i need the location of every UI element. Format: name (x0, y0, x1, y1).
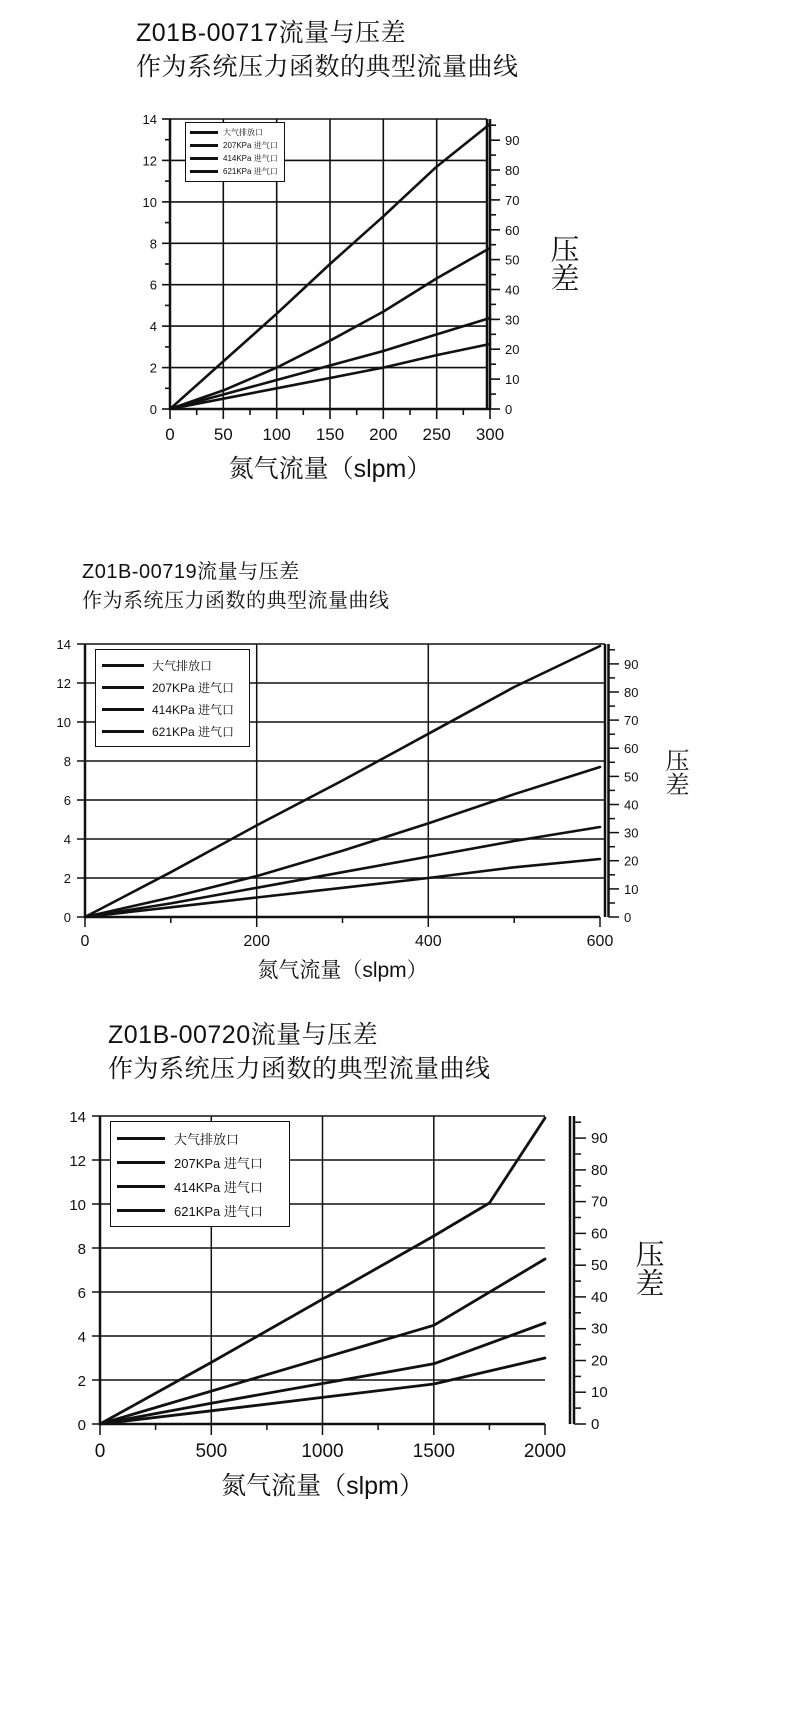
svg-text:14: 14 (69, 1109, 86, 1126)
svg-text:0: 0 (80, 933, 90, 950)
svg-text:0: 0 (591, 1416, 600, 1433)
svg-text:8: 8 (77, 1241, 86, 1258)
svg-text:10: 10 (591, 1384, 608, 1402)
chart-z01b-00717 (0, 16, 790, 483)
y-axis-label-right-text: 压差 (661, 748, 688, 796)
svg-text:0: 0 (149, 402, 157, 417)
legend-label: 大气排放口 (223, 128, 263, 137)
svg-text:0: 0 (165, 425, 175, 444)
svg-text:10: 10 (624, 881, 639, 897)
chart-z01b-00719 (0, 558, 790, 982)
svg-text:6: 6 (149, 277, 157, 293)
legend-swatch-line (190, 144, 218, 147)
svg-text:10: 10 (505, 372, 520, 388)
legend-item (117, 1174, 283, 1198)
svg-text:600: 600 (586, 933, 614, 950)
svg-text:8: 8 (63, 754, 71, 769)
legend-swatch-line (117, 1137, 165, 1140)
chart-title-3-line1: Z01B-00720流量与压差 (108, 1021, 379, 1049)
legend-3 (110, 1121, 290, 1227)
legend-label: 621KPa 进气口 (223, 167, 278, 176)
svg-text:80: 80 (591, 1161, 608, 1179)
svg-text:4: 4 (77, 1329, 86, 1346)
x-axis-label-2 (85, 954, 600, 984)
y-axis-left-tick-labels-3 (69, 1109, 86, 1434)
svg-text:10: 10 (56, 715, 71, 730)
legend-label: 207KPa 进气口 (174, 1155, 263, 1171)
x-axis-tick-labels-2 (81, 933, 614, 950)
plot-svg-1 (0, 104, 790, 449)
legend-swatch-line (190, 157, 218, 160)
legend-label: 大气排放口 (174, 1131, 240, 1147)
svg-text:8: 8 (149, 236, 157, 252)
svg-text:14: 14 (56, 637, 71, 652)
x-axis-label-text: 氮气流量（slpm） (257, 959, 428, 982)
svg-text:40: 40 (591, 1288, 608, 1306)
svg-text:12: 12 (69, 1153, 86, 1170)
svg-text:10: 10 (142, 194, 157, 210)
x-axis-label-text: 氮气流量（slpm） (221, 1472, 424, 1500)
plot-area-1 (0, 104, 790, 483)
plot-area-3 (0, 1104, 790, 1500)
svg-text:50: 50 (505, 252, 520, 268)
chart-z01b-00720 (0, 1018, 790, 1500)
svg-text:150: 150 (315, 425, 345, 444)
chart-title-1-line2: 作为系统压力函数的典型流量曲线 (136, 53, 519, 81)
svg-text:1000: 1000 (301, 1441, 344, 1462)
legend-label: 207KPa 进气口 (223, 141, 278, 150)
svg-text:100: 100 (262, 425, 291, 444)
chart-title-2 (82, 558, 790, 616)
legend-label: 大气排放口 (152, 658, 213, 673)
svg-text:0: 0 (77, 1417, 86, 1434)
svg-text:200: 200 (243, 933, 271, 950)
legend-item (190, 152, 280, 165)
legend-item (117, 1198, 283, 1222)
y-axis-label-right-2 (660, 748, 688, 801)
svg-text:0: 0 (63, 910, 71, 925)
legend-item (102, 676, 243, 698)
svg-text:40: 40 (505, 282, 520, 298)
svg-text:50: 50 (624, 769, 639, 785)
svg-text:400: 400 (414, 933, 442, 950)
svg-text:80: 80 (624, 685, 639, 700)
svg-text:4: 4 (149, 319, 157, 335)
y-axis-label-right-text: 压差 (631, 1239, 664, 1297)
svg-text:40: 40 (624, 797, 639, 813)
svg-text:10: 10 (69, 1197, 86, 1214)
svg-text:2000: 2000 (523, 1441, 567, 1462)
legend-item (190, 139, 280, 152)
legend-item (117, 1126, 283, 1150)
svg-text:30: 30 (624, 825, 639, 841)
y-axis-right-tick-labels-3 (591, 1130, 608, 1433)
svg-text:0: 0 (94, 1441, 106, 1462)
legend-swatch-line (102, 664, 144, 667)
legend-swatch-line (190, 170, 218, 173)
svg-text:6: 6 (63, 793, 71, 808)
legend-swatch-line (102, 730, 144, 733)
svg-text:60: 60 (505, 222, 520, 238)
svg-text:300: 300 (475, 425, 505, 444)
legend-swatch-line (102, 708, 144, 711)
svg-text:12: 12 (56, 676, 71, 691)
legend-item (190, 165, 280, 178)
legend-swatch-line (190, 131, 218, 134)
x-axis-tick-labels-3 (95, 1441, 566, 1462)
svg-text:90: 90 (591, 1130, 608, 1148)
x-axis-tick-labels-1 (165, 425, 504, 444)
chart-title-3-line2: 作为系统压力函数的典型流量曲线 (108, 1055, 491, 1083)
y-axis-label-right-1 (545, 234, 579, 298)
legend-item (102, 720, 243, 742)
svg-text:0: 0 (505, 402, 513, 417)
svg-text:20: 20 (624, 853, 639, 869)
svg-text:20: 20 (591, 1352, 608, 1370)
legend-item (102, 654, 243, 676)
svg-text:20: 20 (505, 342, 520, 358)
plot-area-2 (0, 632, 790, 982)
series-line-621kpa-2 (85, 859, 600, 917)
svg-text:50: 50 (591, 1257, 608, 1275)
chart-title-3 (108, 1018, 790, 1086)
legend-item (117, 1150, 283, 1174)
legend-label: 207KPa 进气口 (152, 680, 235, 695)
x-axis-label-text: 氮气流量（slpm） (228, 455, 432, 483)
chart-title-2-line1: Z01B-00719流量与压差 (82, 561, 300, 583)
y-axis-left-tick-labels-1 (143, 112, 157, 417)
legend-label: 621KPa 进气口 (152, 724, 235, 739)
svg-text:14: 14 (142, 112, 157, 127)
svg-text:200: 200 (369, 425, 398, 444)
chart-title-1-line1: Z01B-00717流量与压差 (136, 19, 407, 47)
svg-text:70: 70 (591, 1193, 608, 1211)
y-axis-right-tick-labels-2 (624, 657, 638, 925)
svg-text:60: 60 (624, 741, 639, 757)
chart-title-1 (136, 16, 790, 84)
svg-text:2: 2 (77, 1373, 86, 1390)
legend-item (102, 698, 243, 720)
svg-text:90: 90 (505, 133, 520, 149)
svg-text:90: 90 (624, 656, 639, 672)
svg-text:80: 80 (505, 163, 520, 178)
x-axis-label-3 (100, 1466, 545, 1502)
y-axis-left-tick-labels-2 (57, 637, 71, 925)
legend-label: 414KPa 进气口 (223, 154, 278, 163)
svg-text:60: 60 (591, 1225, 608, 1243)
svg-text:70: 70 (624, 713, 639, 729)
svg-text:30: 30 (591, 1320, 608, 1338)
svg-text:6: 6 (77, 1285, 86, 1302)
legend-label: 414KPa 进气口 (152, 702, 235, 717)
x-axis-label-1 (170, 449, 490, 485)
svg-text:50: 50 (213, 425, 233, 444)
y-axis-label-right-3 (630, 1239, 664, 1303)
legend-label: 621KPa 进气口 (174, 1203, 263, 1219)
series-line-207kpa-2 (85, 767, 600, 917)
legend-swatch-line (117, 1209, 165, 1212)
legend-label: 414KPa 进气口 (174, 1179, 263, 1195)
svg-text:250: 250 (422, 425, 451, 444)
legend-swatch-line (117, 1161, 165, 1164)
svg-text:70: 70 (505, 192, 520, 208)
svg-text:500: 500 (195, 1441, 228, 1462)
y-axis-right-tick-labels-1 (505, 133, 519, 417)
legend-item (190, 126, 280, 139)
svg-text:4: 4 (63, 832, 71, 847)
legend-swatch-line (102, 686, 144, 689)
svg-text:2: 2 (149, 360, 157, 376)
y-axis-label-right-text: 压差 (546, 234, 579, 292)
svg-text:2: 2 (63, 871, 71, 886)
legend-swatch-line (117, 1185, 165, 1188)
series-line-414kpa-2 (85, 827, 600, 917)
legend-1 (185, 122, 285, 182)
svg-text:30: 30 (505, 312, 520, 328)
svg-text:0: 0 (624, 910, 632, 925)
svg-text:1500: 1500 (412, 1441, 455, 1462)
legend-2 (95, 649, 250, 747)
svg-text:12: 12 (142, 153, 157, 169)
chart-title-2-line2: 作为系统压力函数的典型流量曲线 (82, 590, 390, 612)
